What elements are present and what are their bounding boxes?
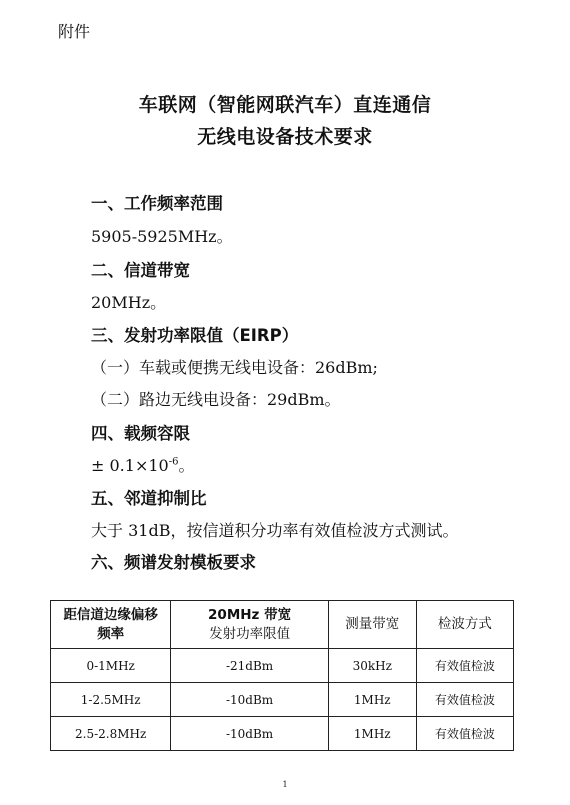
cell-power-limit: -10dBm [171, 683, 328, 717]
header-offset-line1: 距信道边缘偏移 [63, 606, 158, 623]
section-heading-carrier-tolerance: 四、载频容限 [91, 424, 190, 443]
header-measure-bw [328, 601, 416, 649]
header-detector [416, 601, 513, 649]
page-number: 1 [282, 780, 288, 789]
document-title-line-2: 无线电设备技术要求 [197, 126, 373, 148]
spectrum-mask-table [50, 600, 514, 751]
cell-measure-bw: 1MHz [328, 683, 416, 717]
document-title-line-1: 车联网（智能网联汽车）直连通信 [138, 94, 432, 116]
table-row [51, 649, 514, 683]
carrier-tolerance-base: ± 0.1×10 [91, 456, 169, 475]
table-row [51, 717, 514, 751]
attachment-label: 附件 [58, 22, 91, 41]
header-power-limit-line2: 发射功率限值 [209, 625, 291, 642]
section-heading-channel-bandwidth: 二、信道带宽 [91, 261, 190, 280]
cell-offset: 2.5-2.8MHz [51, 717, 171, 751]
carrier-tolerance-exponent: -6 [168, 456, 179, 468]
carrier-tolerance-end: 。 [178, 456, 195, 475]
cell-detector: 有效值检波 [416, 683, 513, 717]
header-power-limit [171, 601, 328, 649]
table-row [51, 683, 514, 717]
power-limit-vehicle: （一）车载或便携无线电设备：26dBm; [91, 358, 378, 377]
cell-offset: 0-1MHz [51, 649, 171, 683]
header-offset [51, 601, 171, 649]
cell-detector: 有效值检波 [416, 717, 513, 751]
section-heading-frequency-range: 一、工作频率范围 [91, 194, 223, 213]
cell-power-limit: -10dBm [171, 717, 328, 751]
header-measure-bw-line1: 测量带宽 [345, 616, 400, 632]
section-heading-power-limit: 三、发射功率限值（EIRP） [91, 326, 299, 345]
acs-text: 大于 31dB，按信道积分功率有效值检波方式测试。 [91, 521, 459, 540]
table-header-row [51, 601, 514, 649]
frequency-range-text: 5905-5925MHz。 [91, 227, 233, 246]
header-detector-line1: 检波方式 [437, 616, 492, 632]
carrier-tolerance-text [91, 453, 194, 476]
header-power-limit-line1: 20MHz 带宽 [208, 606, 292, 623]
cell-offset: 1-2.5MHz [51, 683, 171, 717]
power-limit-roadside: （二）路边无线电设备：29dBm。 [91, 390, 341, 409]
cell-measure-bw: 1MHz [328, 717, 416, 751]
header-offset-line2: 频率 [97, 625, 125, 642]
section-heading-acs: 五、邻道抑制比 [91, 489, 207, 508]
cell-power-limit: -21dBm [171, 649, 328, 683]
section-heading-spectrum-mask: 六、频谱发射模板要求 [91, 553, 256, 572]
cell-detector: 有效值检波 [416, 649, 513, 683]
cell-measure-bw: 30kHz [328, 649, 416, 683]
channel-bandwidth-text: 20MHz。 [91, 293, 167, 312]
